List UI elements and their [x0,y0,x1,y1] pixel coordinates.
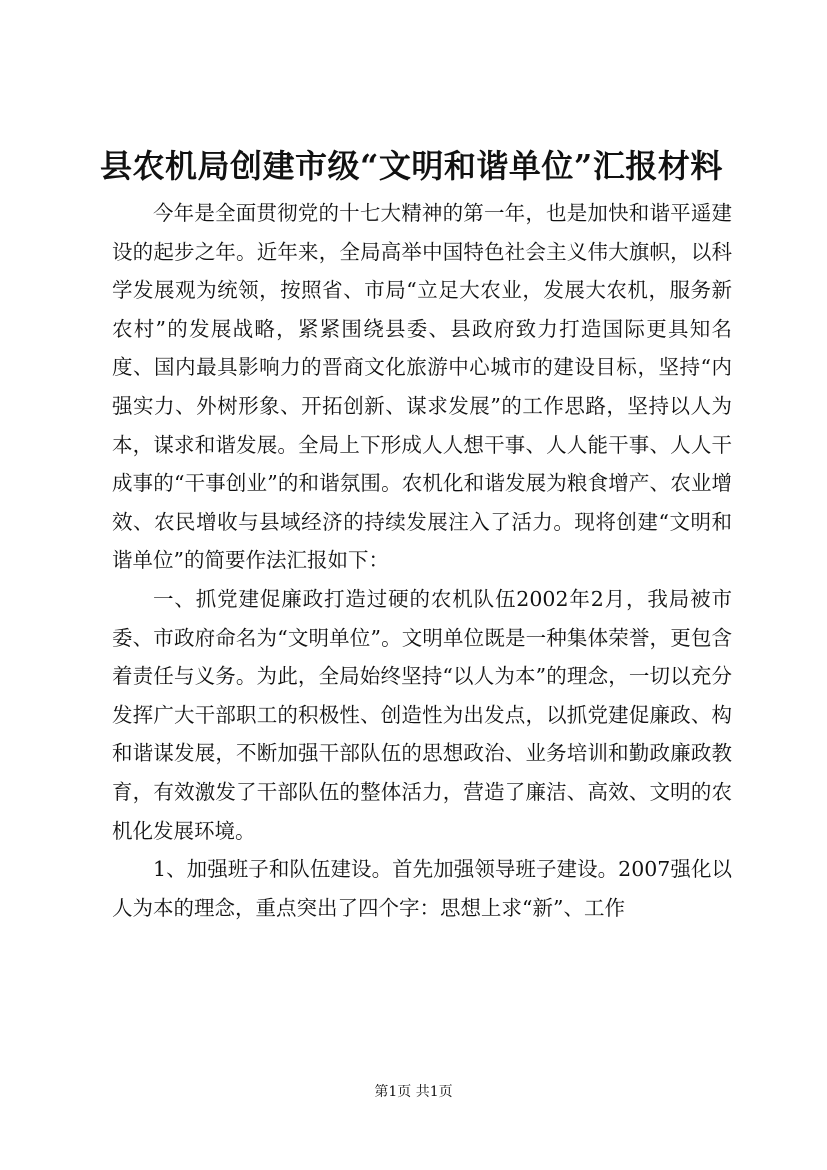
paragraph-item-one: 1、加强班子和队伍建设。首先加强领导班子建设。2007强化以人为本的理念，重点突出了四个字：思想上求“新”、工作 [112,857,732,920]
document-title: 县农机局创建市级“文明和谐单位”汇报材料 [100,147,723,185]
paragraph-section-one: 一、抓党建促廉政打造过硬的农机队伍2002年2月，我局被市委、市政府命名为“文明单位”。文明单位既是一种集体荣誉，更包含着责任与义务。为此，全局始终坚持“以人为本”的理念，一切以充分发挥广大干部职工的积极性、创造性为出发点，以抓党建促廉政、构和谐谋发展，不断加强干部队伍的思想政治、业务培训和勤政廉政教育，有效激发了干部队伍的整体活力，营造了廉洁、高效、文明的农机化发展环境。 [112,586,732,843]
document-body [112,194,732,927]
page-footer: 第1页 共1页 [374,1084,453,1100]
paragraph-intro: 今年是全面贯彻党的十七大精神的第一年，也是加快和谐平遥建设的起步之年。近年来，全局高举中国特色社会主义伟大旗帜，以科学发展观为统领，按照省、市局“立足大农业，发展大农机，服务新农村”的发展战略，紧紧围绕县委、县政府致力打造国际更具知名度、国内最具影响力的晋商文化旅游中心城市的建设目标，坚持“内强实力、外树形象、开拓创新、谋求发展”的工作思路，坚持以人为本，谋求和谐发展。全局上下形成人人想干事、人人能干事、人人干成事的“干事创业”的和谐氛围。农机化和谐发展为粮食增产、农业增效、农民增收与县域经济的持续发展注入了活力。现将创建“文明和谐单位”的简要作法汇报如下： [112,201,732,573]
